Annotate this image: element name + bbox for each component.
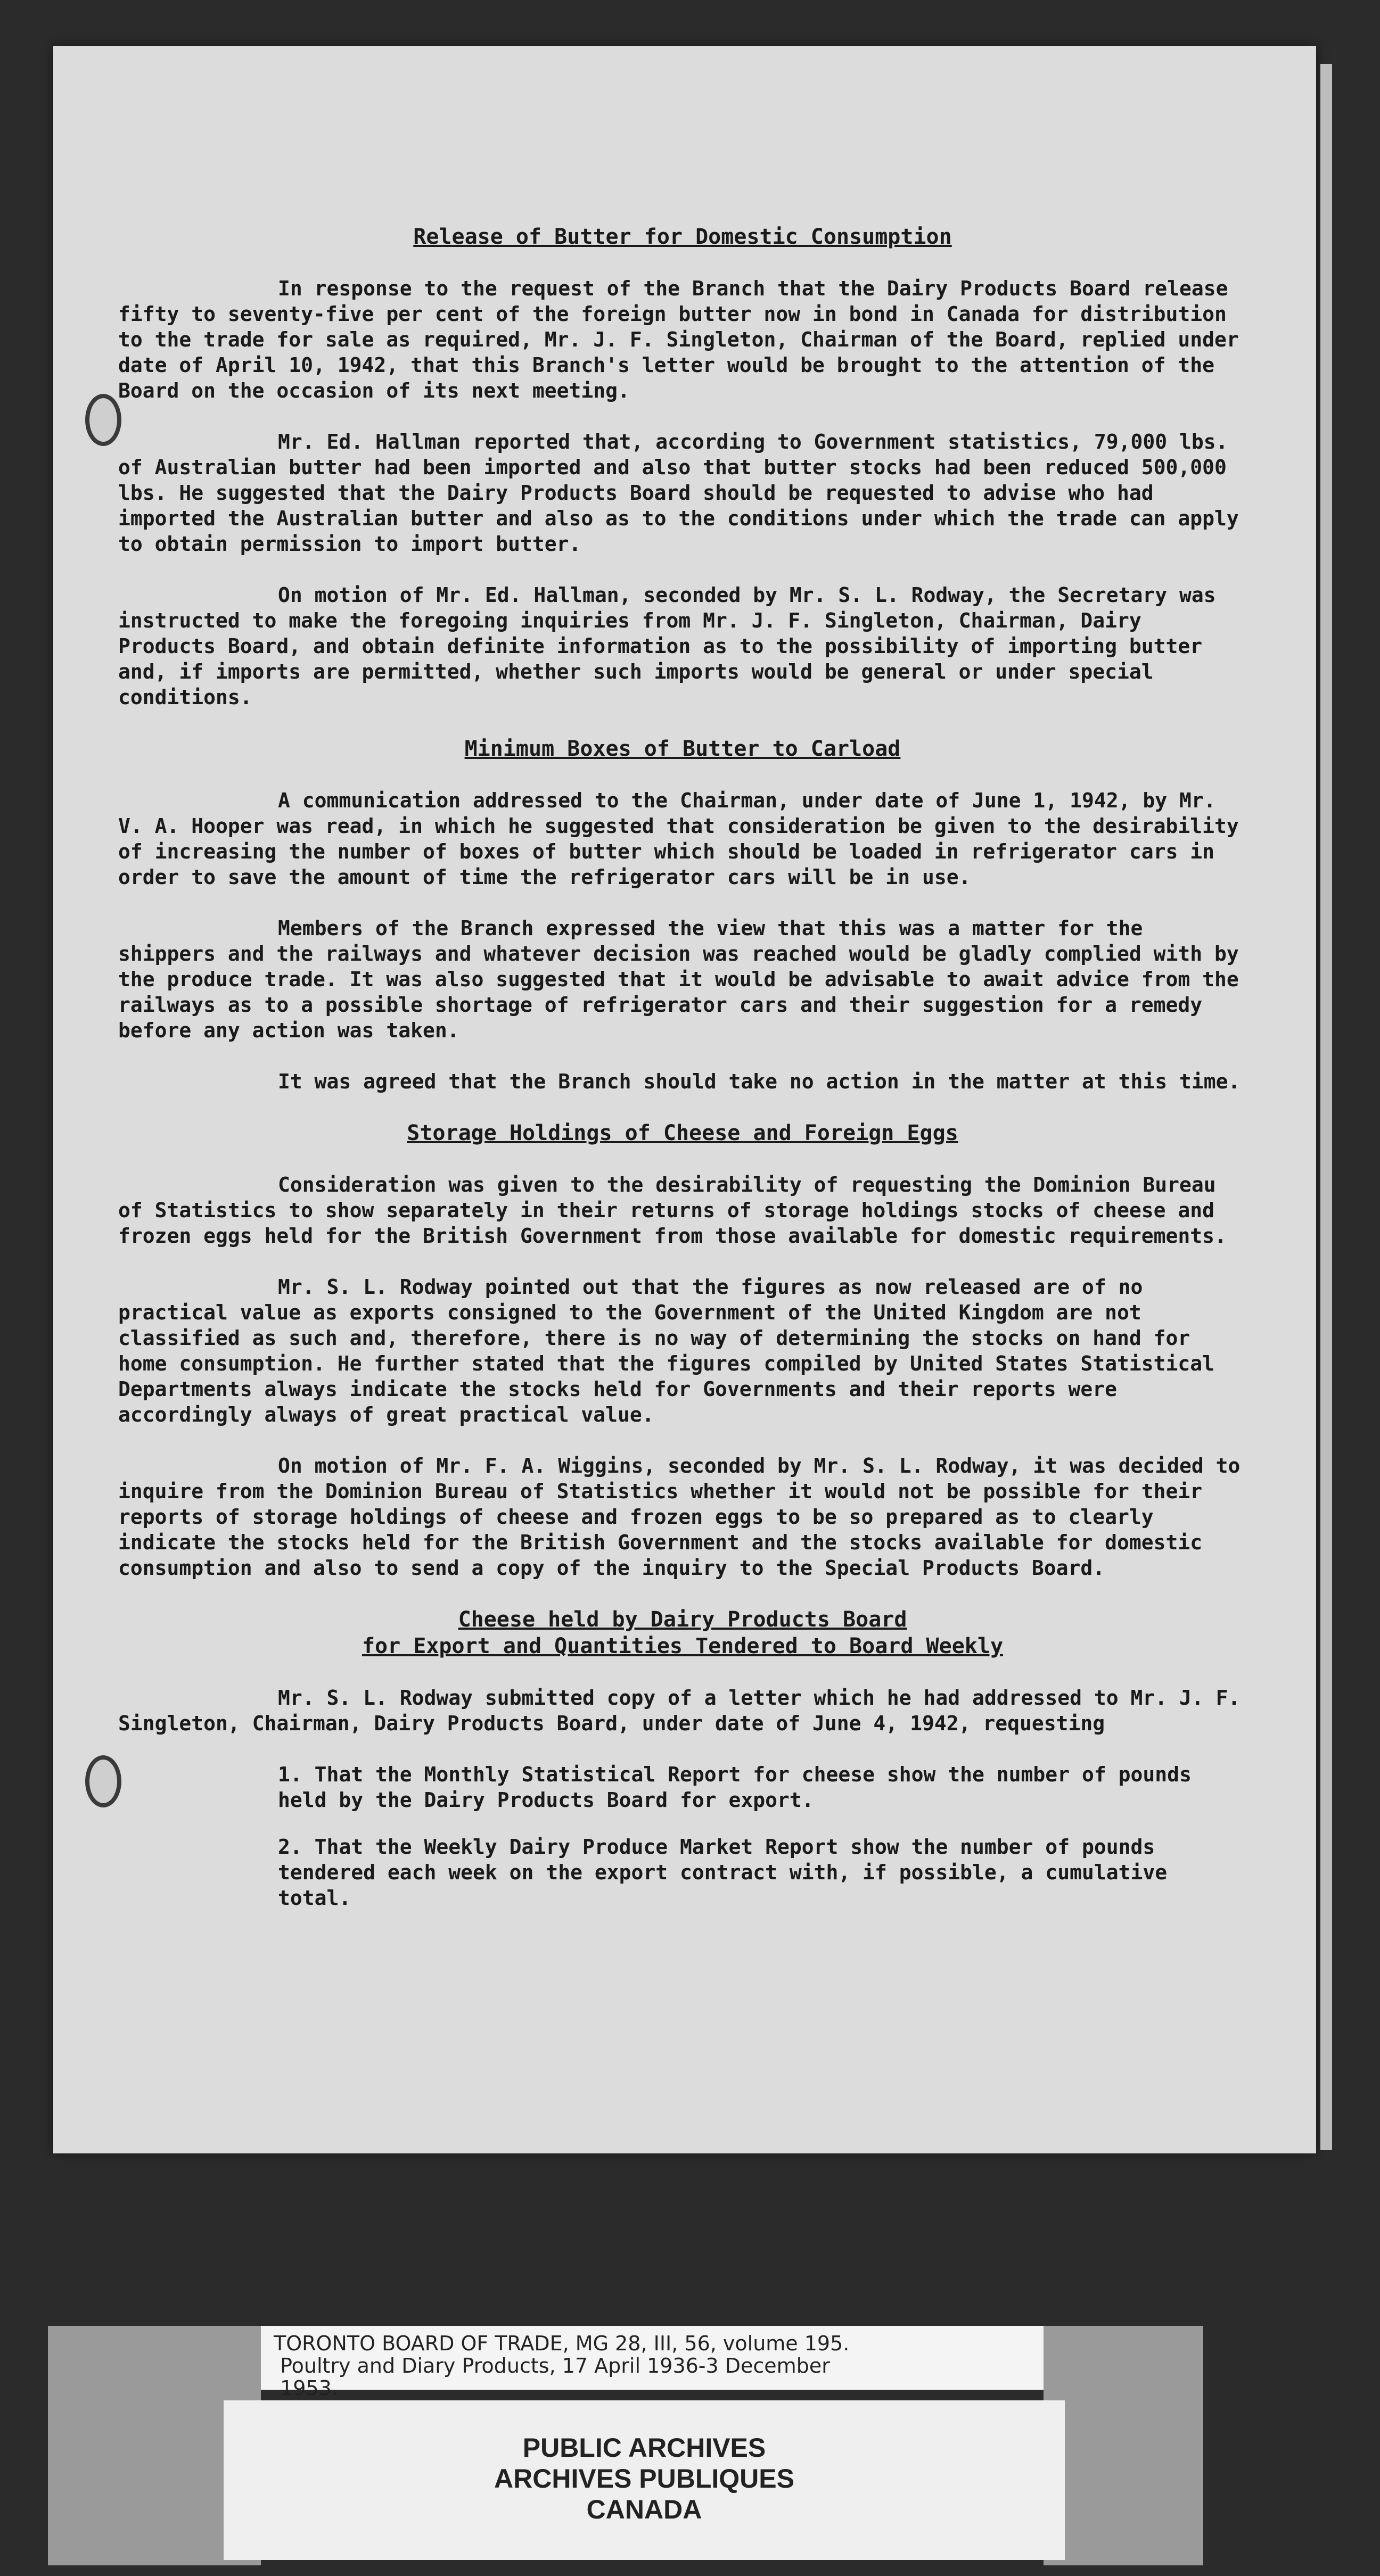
paragraph: A communication addressed to the Chairman, under date of June 1, 1942, by Mr. V. A. Hooper was read, in which he suggested that consideration be given to the desirability of increasing the number of boxes of butter which should be loaded in refrigerator cars in order to save the amount of time the refrigerator cars will be in use. (118, 789, 1239, 889)
stamp-line: ARCHIVES PUBLIQUES (494, 2464, 794, 2494)
heading-minimum-boxes: Minimum Boxes of Butter to Carload (464, 737, 901, 761)
heading-line: for Export and Quantities Tendered to Board Weekly (362, 1634, 1004, 1658)
paragraph: Mr. S. L. Rodway submitted copy of a letter which he had addressed to Mr. J. F. Singleton, Chairman, Dairy Products Board, under date of June 4, 1942, requesting (118, 1686, 1241, 1735)
paragraph: On motion of Mr. Ed. Hallman, seconded by Mr. S. L. Rodway, the Secretary was instructed to make the foregoing inquiries from Mr. J. F. Singleton, Chairman, Dairy Products Board, and obtain definite information as to the possibility of importing butter and, if imports are permitted, whether such imports would be general or under special conditions. (118, 583, 1216, 709)
archive-reference-label (261, 2326, 1044, 2400)
mount-tape-right (1044, 2326, 1203, 2565)
heading-release-of-butter: Release of Butter for Domestic Consumption (413, 225, 952, 249)
punch-hole-bottom (85, 1755, 121, 1807)
page-edge (1320, 64, 1332, 2150)
punch-hole-top (85, 394, 121, 446)
label-line: TORONTO BOARD OF TRADE, MG 28, III, 56, volume 195. (274, 2332, 850, 2355)
stamp-line: CANADA (586, 2495, 702, 2524)
request-list (118, 1762, 1247, 1911)
paragraph: Mr. Ed. Hallman reported that, according to Government statistics, 79,000 lbs. of Australian butter had been imported and also that butter stocks had been reduced 500,000 lbs. He suggested that the Dairy Products Board should be requested to advise who had imported the Australian butter and also as to the conditions under which the trade can apply to obtain permission to import butter. (118, 430, 1239, 556)
document-body (118, 181, 1247, 1932)
paragraph: Members of the Branch expressed the view that this was a matter for the shippers and the railways and whatever decision was reached would be gladly complied with by the produce trade. It was also suggested that it would be advisable to await advice from the railways as to a possible shortage of refrigerator cars and their suggestion for a remedy before any action was taken. (118, 917, 1239, 1042)
label-line: 1953. (274, 2376, 338, 2400)
paragraph: Consideration was given to the desirability of requesting the Dominion Bureau of Statistics to show separately in their returns of storage holdings stocks of cheese and frozen eggs held for the British Government from those available for domestic requirements. (118, 1173, 1227, 1248)
paragraph: Mr. S. L. Rodway pointed out that the figures as now released are of no practical value as exports consigned to the Government of the United Kingdom are not classified as such and, therefore, there is no way of determining the stocks on hand for home consumption. He further stated that the figures compiled by United States Statistical Departments always indicate the stocks held for Governments and their reports were accordingly always of great practical value. (118, 1275, 1215, 1426)
heading-cheese-held (118, 1606, 1247, 1659)
list-item: 1. That the Monthly Statistical Report for cheese show the number of pounds held by the Dairy Products Board for export. (278, 1763, 1192, 1812)
heading-line: Cheese held by Dairy Products Board (458, 1607, 907, 1632)
public-archives-stamp (224, 2400, 1065, 2560)
stamp-line: PUBLIC ARCHIVES (522, 2433, 766, 2463)
paragraph: In response to the request of the Branch that the Dairy Products Board release fifty to seventy-five per cent of the foreign butter now in bond in Canada for distribution to the trade for sale as required, Mr. J. F. Singleton, Chairman of the Board, replied under date of April 10, 1942, that this Branch's letter would be brought to the attention of the Board on the occasion of its next meeting. (118, 277, 1239, 402)
heading-storage-holdings: Storage Holdings of Cheese and Foreign Eggs (407, 1121, 958, 1145)
paragraph: On motion of Mr. F. A. Wiggins, seconded by Mr. S. L. Rodway, it was decided to inquire from the Dominion Bureau of Statistics whether it would not be possible for their reports of storage holdings of cheese and frozen eggs to be so prepared as to clearly indicate the stocks held for the British Government and the stocks available for domestic consumption and also to send a copy of the inquiry to the Special Products Board. (118, 1454, 1241, 1580)
label-line: Poultry and Diary Products, 17 April 1936-3 December (274, 2354, 830, 2377)
list-item: 2. That the Weekly Dairy Produce Market Report show the number of pounds tendered each week on the export contract with, if possible, a cumulative total. (278, 1835, 1168, 1910)
paragraph: It was agreed that the Branch should take no action in the matter at this time. (278, 1070, 1241, 1093)
